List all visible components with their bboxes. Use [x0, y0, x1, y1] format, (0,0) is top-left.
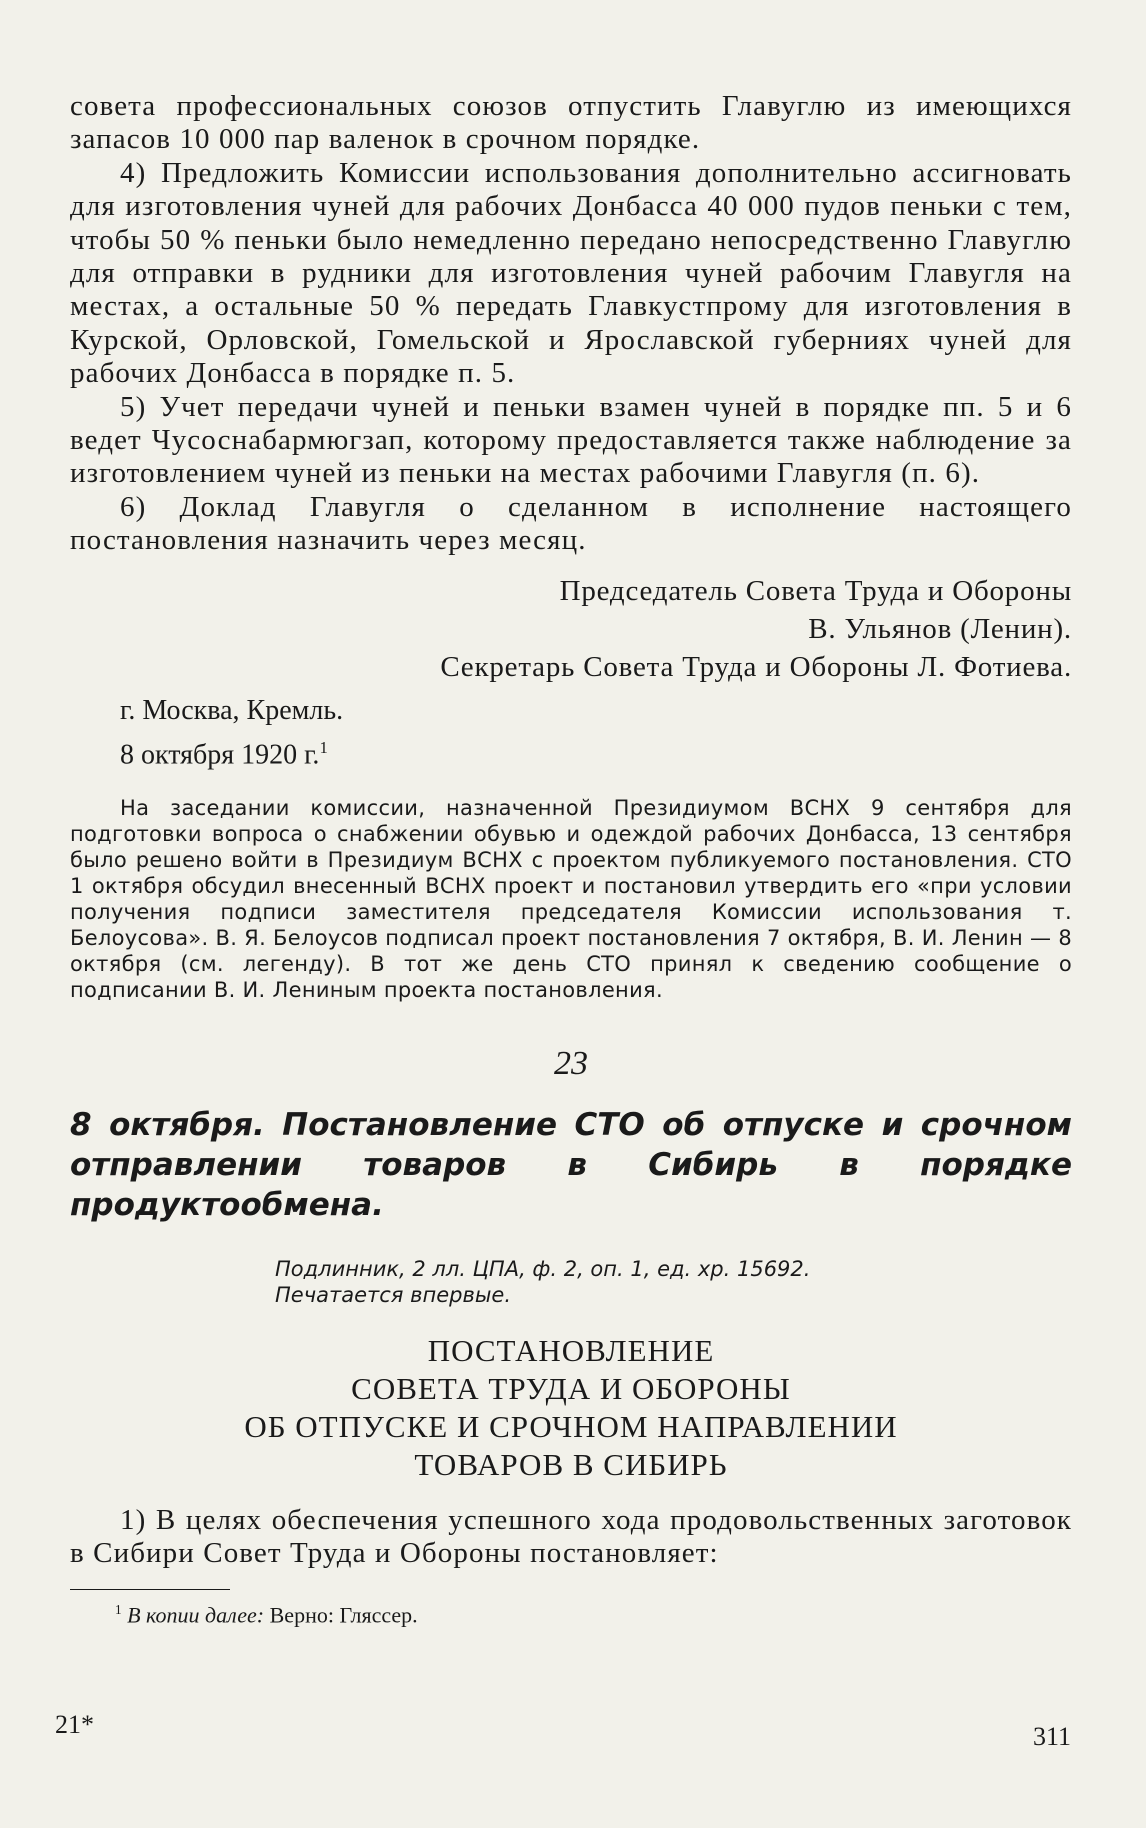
paragraph-item-6: 6) Доклад Главугля о сделанном в исполнение настоящего постановления назначить через месяц.: [70, 490, 1072, 557]
editorial-note: На заседании комиссии, назначенной Президиумом ВСНХ 9 сентября для подготовки вопроса о снабжении обувью и одеждой рабочих Донбасса, 13 сентября было решено войти в Президиум ВСНХ с проектом публикуемого постановления. СТО 1 октября обсудил внесенный ВСНХ проект и постановил утвердить его «при условии получения подписи заместителя председателя Комиссии использования т. Белоусова». В. Я. Белоусов подписал проект постановления 7 октября, В. И. Ленин — 8 октября (см. легенду). В тот же день СТО принял к сведению сообщение о подписании В. И. Лениным проекта постановления.: [70, 796, 1072, 1003]
page-body: [70, 90, 1072, 1628]
place-date: [120, 692, 1072, 773]
date: 8 октября 1920 г.$^1$: [120, 737, 328, 771]
page-number: 311: [1032, 1722, 1071, 1751]
printer-signature-mark: 21*: [55, 1710, 94, 1739]
signature-block: [70, 572, 1072, 686]
signature-chairman-name: В. Ульянов (Ленин).: [808, 612, 1072, 645]
signature-chairman-title: Председатель Совета Труда и Обороны: [559, 574, 1072, 607]
resolution-paragraph-1: 1) В целях обеспечения успешного хода продовольственных заготовок в Сибири Совет Труда и Обороны постановляет:: [70, 1504, 1072, 1570]
footnote-divider: [70, 1589, 230, 1590]
place: г. Москва, Кремль.: [120, 694, 344, 726]
resolution-title: ПОСТАНОВЛЕНИЕ СОВЕТА ТРУДА И ОБОРОНЫ ОБ ОТПУСКЕ И СРОЧНОМ НАПРАВЛЕНИИ ТОВАРОВ В СИБИРЬ: [244, 1333, 898, 1483]
document-number: 23: [554, 1045, 588, 1083]
signature-secretary: Секретарь Совета Труда и Обороны Л. Фотиева.: [440, 650, 1072, 683]
footnote-ref: 1: [319, 737, 328, 757]
source-reference: Подлинник, 2 лл. ЦПА, ф. 2, оп. 1, ед. хр. 15692. Печатается впервые.: [275, 1257, 811, 1308]
paragraph-item-5: 5) Учет передачи чуней и пеньки взамен чуней в порядке пп. 5 и 6 ведет Чусоснабармюгзап, которому предоставляется также наблюдение за изготовлением чуней из пеньки на местах рабочими Главугля (п. 6).: [70, 390, 1072, 490]
paragraph-continuation: совета профессиональных союзов отпустить Главуглю из имеющихся запасов 10 000 пар валенок в срочном порядке.: [70, 90, 1072, 156]
paragraph-item-4: 4) Предложить Комиссии использования дополнительно ассигновать для изготовления чуней для рабочих Донбасса 40 000 пудов пеньки с тем, чтобы 50 % пеньки было немедленно передано непосредственно Главуглю для отправки в рудники для изготовления чуней рабочим Главугля на местах, а остальные 50 % передать Главкустпрому для изготовления в Курской, Орловской, Гомельской и Ярославской губерниях чуней для рабочих Донбасса в порядке п. 5.: [70, 156, 1072, 390]
document-heading: 8 октября. Постановление СТО об отпуске и срочном отправлении товаров в Сибирь в порядке продуктообмена.: [70, 1107, 1072, 1224]
footnote: $^1$ В копии далее: Верно: Гляссер.: [115, 1601, 418, 1628]
